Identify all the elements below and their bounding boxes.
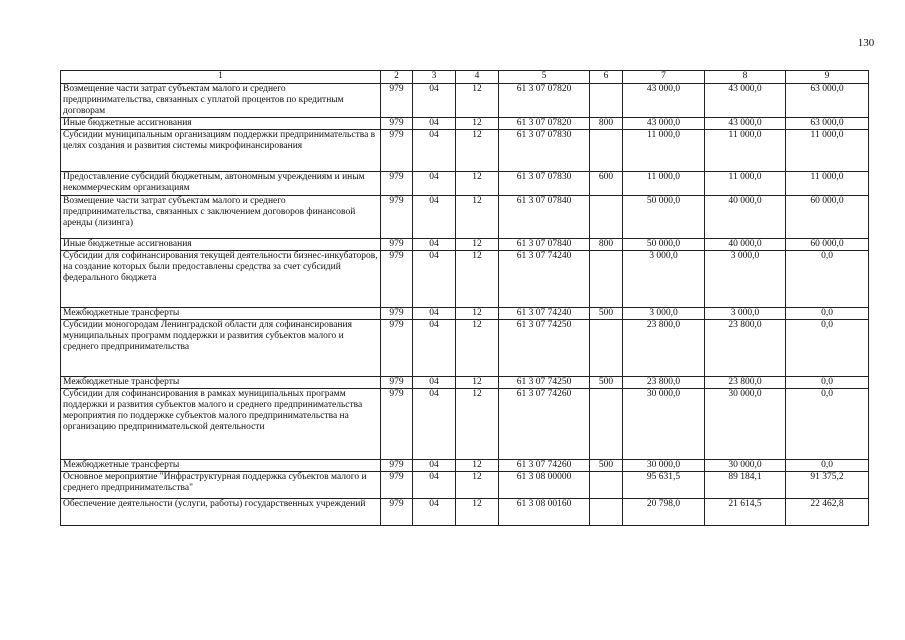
amount-col8: 23 800,0 <box>705 377 786 389</box>
subsection-code: 12 <box>456 118 499 130</box>
ministry-code: 979 <box>381 251 413 308</box>
amount-col8: 11 000,0 <box>705 130 786 172</box>
ministry-code: 979 <box>381 130 413 172</box>
target-article-code: 61 3 07 74250 <box>499 320 590 377</box>
subsection-code: 12 <box>456 239 499 251</box>
target-article-code: 61 3 07 74240 <box>499 251 590 308</box>
amount-col7: 95 631,5 <box>623 472 705 499</box>
item-name: Иные бюджетные ассигнования <box>61 239 381 251</box>
table-row <box>61 172 869 196</box>
amount-col8: 23 800,0 <box>705 320 786 377</box>
table-row <box>61 84 869 118</box>
table-row <box>61 118 869 130</box>
subsection-code: 12 <box>456 472 499 499</box>
expense-type-code <box>590 251 623 308</box>
target-article-code: 61 3 07 74240 <box>499 308 590 320</box>
amount-col7: 43 000,0 <box>623 118 705 130</box>
target-article-code: 61 3 07 07840 <box>499 196 590 239</box>
ministry-code: 979 <box>381 472 413 499</box>
section-code: 04 <box>413 172 456 196</box>
amount-col8: 40 000,0 <box>705 239 786 251</box>
amount-col9: 22 462,8 <box>786 499 869 526</box>
target-article-code: 61 3 08 00000 <box>499 472 590 499</box>
item-name: Субсидии для софинансирования в рамках муниципальных программ поддержки и развития субъектов малого и среднего предпринимательства мероприятия по поддержке субъектов малого предпринимательства на организацию предпринимательской деятельности <box>61 389 381 460</box>
amount-col9: 0,0 <box>786 251 869 308</box>
expense-type-code <box>590 84 623 118</box>
item-name: Предоставление субсидий бюджетным, автономным учреждениям и иным некоммерческим организациям <box>61 172 381 196</box>
ministry-code: 979 <box>381 389 413 460</box>
target-article-code: 61 3 07 74260 <box>499 389 590 460</box>
amount-col9: 0,0 <box>786 460 869 472</box>
ministry-code: 979 <box>381 239 413 251</box>
amount-col7: 50 000,0 <box>623 239 705 251</box>
amount-col8: 30 000,0 <box>705 389 786 460</box>
amount-col7: 20 798,0 <box>623 499 705 526</box>
subsection-code: 12 <box>456 308 499 320</box>
item-name: Возмещение части затрат субъектам малого и среднего предпринимательства, связанных с уплатой процентов по кредитным договорам <box>61 84 381 118</box>
header-cell: 2 <box>381 71 413 84</box>
subsection-code: 12 <box>456 130 499 172</box>
amount-col7: 30 000,0 <box>623 460 705 472</box>
amount-col9: 63 000,0 <box>786 118 869 130</box>
table-row <box>61 472 869 499</box>
amount-col8: 30 000,0 <box>705 460 786 472</box>
ministry-code: 979 <box>381 499 413 526</box>
amount-col8: 89 184,1 <box>705 472 786 499</box>
subsection-code: 12 <box>456 84 499 118</box>
item-name: Межбюджетные трансферты <box>61 308 381 320</box>
ministry-code: 979 <box>381 118 413 130</box>
table-row <box>61 499 869 526</box>
expense-type-code: 500 <box>590 460 623 472</box>
table-row <box>61 196 869 239</box>
item-name: Межбюджетные трансферты <box>61 377 381 389</box>
budget-table <box>60 70 869 526</box>
section-code: 04 <box>413 130 456 172</box>
amount-col9: 11 000,0 <box>786 130 869 172</box>
header-cell: 8 <box>705 71 786 84</box>
header-cell: 7 <box>623 71 705 84</box>
amount-col7: 11 000,0 <box>623 130 705 172</box>
item-name: Обеспечение деятельности (услуги, работы) государственных учреждений <box>61 499 381 526</box>
item-name: Возмещение части затрат субъектам малого и среднего предпринимательства, связанных с заключением договоров финансовой аренды (лизинга) <box>61 196 381 239</box>
expense-type-code <box>590 499 623 526</box>
amount-col8: 43 000,0 <box>705 84 786 118</box>
ministry-code: 979 <box>381 172 413 196</box>
ministry-code: 979 <box>381 320 413 377</box>
header-cell: 5 <box>499 71 590 84</box>
target-article-code: 61 3 07 07830 <box>499 130 590 172</box>
section-code: 04 <box>413 499 456 526</box>
ministry-code: 979 <box>381 460 413 472</box>
amount-col7: 3 000,0 <box>623 308 705 320</box>
section-code: 04 <box>413 377 456 389</box>
target-article-code: 61 3 07 74250 <box>499 377 590 389</box>
section-code: 04 <box>413 118 456 130</box>
amount-col9: 0,0 <box>786 389 869 460</box>
amount-col7: 30 000,0 <box>623 389 705 460</box>
expense-type-code: 600 <box>590 172 623 196</box>
amount-col7: 43 000,0 <box>623 84 705 118</box>
amount-col7: 11 000,0 <box>623 172 705 196</box>
expense-type-code: 800 <box>590 118 623 130</box>
amount-col9: 0,0 <box>786 320 869 377</box>
header-row <box>61 71 869 84</box>
header-cell: 1 <box>61 71 381 84</box>
header-cell: 9 <box>786 71 869 84</box>
amount-col7: 3 000,0 <box>623 251 705 308</box>
table-row <box>61 320 869 377</box>
table-row <box>61 389 869 460</box>
amount-col9: 60 000,0 <box>786 196 869 239</box>
expense-type-code <box>590 196 623 239</box>
target-article-code: 61 3 07 07840 <box>499 239 590 251</box>
subsection-code: 12 <box>456 251 499 308</box>
amount-col7: 23 800,0 <box>623 320 705 377</box>
amount-col9: 91 375,2 <box>786 472 869 499</box>
page-number: 130 <box>857 37 875 49</box>
section-code: 04 <box>413 308 456 320</box>
section-code: 04 <box>413 460 456 472</box>
item-name: Иные бюджетные ассигнования <box>61 118 381 130</box>
amount-col7: 50 000,0 <box>623 196 705 239</box>
table-row <box>61 130 869 172</box>
subsection-code: 12 <box>456 499 499 526</box>
ministry-code: 979 <box>381 377 413 389</box>
table-row <box>61 377 869 389</box>
section-code: 04 <box>413 239 456 251</box>
expense-type-code <box>590 320 623 377</box>
amount-col8: 3 000,0 <box>705 308 786 320</box>
item-name: Субсидии муниципальным организациям поддержки предпринимательства в целях создания и развития системы микрофинансирования <box>61 130 381 172</box>
table-row <box>61 239 869 251</box>
target-article-code: 61 3 08 00160 <box>499 499 590 526</box>
amount-col9: 0,0 <box>786 377 869 389</box>
expense-type-code: 800 <box>590 239 623 251</box>
item-name: Межбюджетные трансферты <box>61 460 381 472</box>
item-name: Основное мероприятие "Инфраструктурная поддержка субъектов малого и среднего предпринимательства" <box>61 472 381 499</box>
amount-col7: 23 800,0 <box>623 377 705 389</box>
amount-col9: 0,0 <box>786 308 869 320</box>
amount-col9: 63 000,0 <box>786 84 869 118</box>
section-code: 04 <box>413 472 456 499</box>
expense-type-code: 500 <box>590 377 623 389</box>
target-article-code: 61 3 07 74260 <box>499 460 590 472</box>
ministry-code: 979 <box>381 84 413 118</box>
target-article-code: 61 3 07 07820 <box>499 84 590 118</box>
target-article-code: 61 3 07 07820 <box>499 118 590 130</box>
subsection-code: 12 <box>456 460 499 472</box>
header-cell: 6 <box>590 71 623 84</box>
expense-type-code: 500 <box>590 308 623 320</box>
expense-type-code <box>590 472 623 499</box>
header-cell: 4 <box>456 71 499 84</box>
table-row <box>61 251 869 308</box>
section-code: 04 <box>413 389 456 460</box>
amount-col8: 11 000,0 <box>705 172 786 196</box>
section-code: 04 <box>413 84 456 118</box>
subsection-code: 12 <box>456 320 499 377</box>
subsection-code: 12 <box>456 196 499 239</box>
amount-col8: 3 000,0 <box>705 251 786 308</box>
amount-col8: 43 000,0 <box>705 118 786 130</box>
expense-type-code <box>590 389 623 460</box>
amount-col8: 40 000,0 <box>705 196 786 239</box>
amount-col9: 11 000,0 <box>786 172 869 196</box>
section-code: 04 <box>413 320 456 377</box>
amount-col9: 60 000,0 <box>786 239 869 251</box>
subsection-code: 12 <box>456 377 499 389</box>
table-row <box>61 308 869 320</box>
subsection-code: 12 <box>456 389 499 460</box>
ministry-code: 979 <box>381 196 413 239</box>
table-row <box>61 460 869 472</box>
header-cell: 3 <box>413 71 456 84</box>
amount-col8: 21 614,5 <box>705 499 786 526</box>
target-article-code: 61 3 07 07830 <box>499 172 590 196</box>
subsection-code: 12 <box>456 172 499 196</box>
section-code: 04 <box>413 251 456 308</box>
item-name: Субсидии для софинансирования текущей деятельности бизнес-инкубаторов, на создание которых были предоставлены средства за счет субсидий федерального бюджета <box>61 251 381 308</box>
section-code: 04 <box>413 196 456 239</box>
item-name: Субсидии моногородам Ленинградской области для софинансирования муниципальных программ поддержки и развития субъектов малого и среднего предпринимательства <box>61 320 381 377</box>
expense-type-code <box>590 130 623 172</box>
ministry-code: 979 <box>381 308 413 320</box>
